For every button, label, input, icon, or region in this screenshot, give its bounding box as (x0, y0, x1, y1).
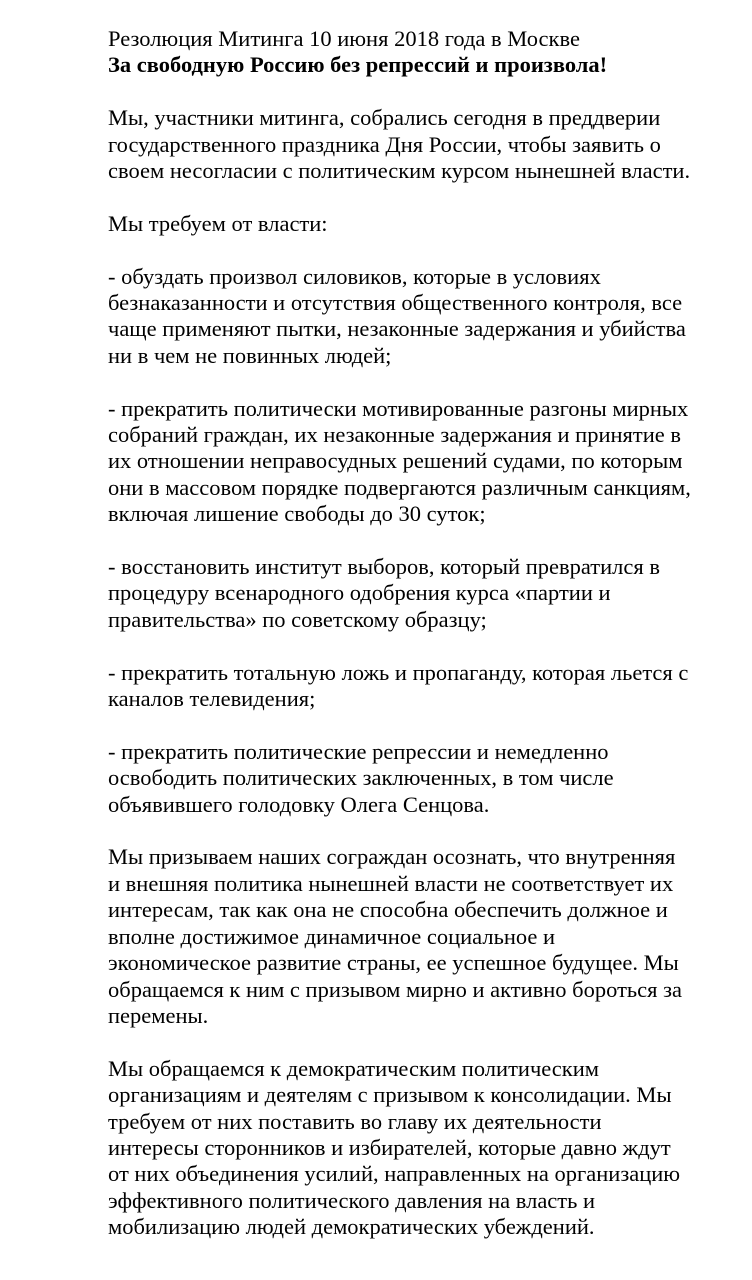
paragraph-line: Мы призываем наших сограждан осознать, что внутренняя (108, 844, 676, 870)
paragraph-line: интересам, так как она не способна обеспечить должное и (108, 897, 668, 923)
body-paragraph (108, 844, 722, 1029)
paragraph-line: собраний граждан, их незаконные задержания и принятие в (108, 422, 681, 448)
paragraph-line: безнаказанности и отсутствия общественного контроля, все (108, 290, 683, 316)
paragraph-line: требуем от них поставить во главу их деятельности (108, 1108, 602, 1134)
body-paragraph (108, 105, 722, 184)
paragraph-line: от них объединения усилий, направленных на организацию (108, 1161, 681, 1187)
paragraph-line: - прекратить тотальную ложь и пропаганду, которая льется с (108, 659, 689, 685)
paragraph-line: они в массовом порядке подвергаются различным санкциям, (108, 474, 691, 500)
paragraph-line: - прекратить политические репрессии и немедленно (108, 738, 609, 764)
paragraph-line: государственного праздника Дня России, чтобы заявить о (108, 131, 661, 157)
paragraph-line: экономическое развитие страны, ее успешное будущее. Мы (108, 950, 679, 976)
paragraph-line: интересы сторонников и избирателей, которые давно ждут (108, 1134, 671, 1160)
paragraph-line: ни в чем не повинных людей; (108, 342, 392, 368)
paragraph-line: процедуру всенародного одобрения курса «партии и (108, 580, 611, 606)
paragraph-line: обращаемся к ним с призывом мирно и активно бороться за (108, 976, 683, 1002)
body-paragraph (108, 739, 722, 818)
paragraph-line: правительства» по советскому образцу; (108, 606, 487, 632)
paragraph-line: освободить политических заключенных, в том числе (108, 765, 614, 791)
paragraph-line: - обуздать произвол силовиков, которые в условиях (108, 263, 601, 289)
paragraph-line: организациям и деятелям с призывом к консолидации. Мы (108, 1082, 672, 1108)
document-body (108, 105, 722, 1240)
paragraph-line: Мы обращаемся к демократическим политическим (108, 1055, 600, 1081)
document-subtitle: За свободную Россию без репрессий и произвола! (108, 52, 608, 78)
paragraph-line: своем несогласии с политическим курсом нынешней власти. (108, 158, 691, 184)
body-paragraph (108, 264, 722, 370)
paragraph-line: мобилизацию людей демократических убеждений. (108, 1214, 595, 1240)
paragraph-line: каналов телевидения; (108, 686, 316, 712)
document-title: Резолюция Митинга 10 июня 2018 года в Москве (108, 26, 580, 51)
body-paragraph (108, 554, 722, 633)
body-paragraph (108, 1056, 722, 1241)
paragraph-line: включая лишение свободы до 30 суток; (108, 501, 486, 527)
body-paragraph (108, 396, 722, 528)
paragraph-line: чаще применяют пытки, незаконные задержания и убийства (108, 316, 686, 342)
paragraph-line: объявившего голодовку Олега Сенцова. (108, 791, 490, 817)
paragraph-line: и внешняя политика нынешней власти не соответствует их (108, 870, 674, 896)
paragraph-line: Мы, участники митинга, собрались сегодня в преддверии (108, 105, 661, 131)
paragraph-line: их отношении неправосудных решений судами, по которым (108, 448, 683, 474)
paragraph-line: перемены. (108, 1002, 209, 1028)
paragraph-line: вполне достижимое динамичное социальное и (108, 923, 556, 949)
paragraph-line: - восстановить институт выборов, который превратился в (108, 554, 660, 580)
paragraph-line: - прекратить политически мотивированные разгоны мирных (108, 395, 689, 421)
paragraph-line: Мы требуем от власти: (108, 210, 328, 236)
body-paragraph (108, 660, 722, 713)
body-paragraph (108, 211, 722, 237)
paragraph-line: эффективного политического давления на власть и (108, 1187, 596, 1213)
